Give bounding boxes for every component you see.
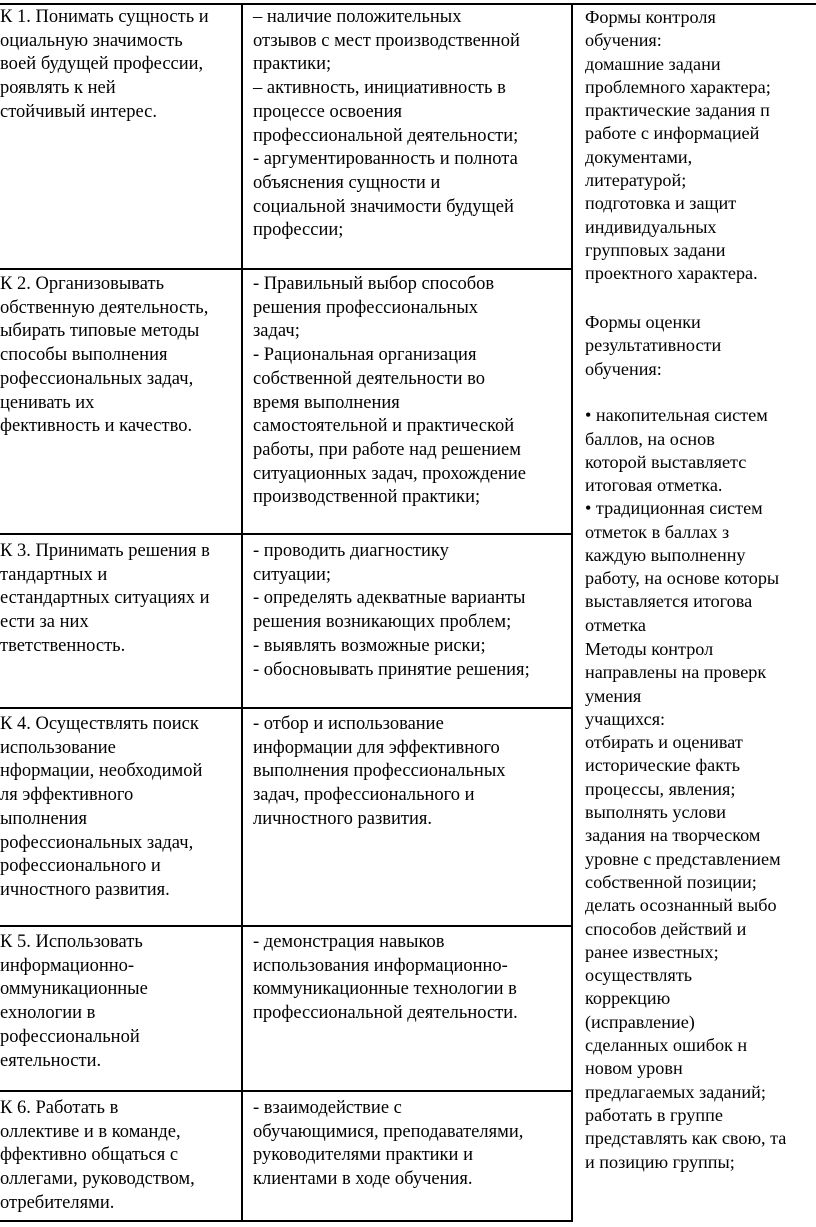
bullet-icon: • <box>585 405 596 426</box>
assessment-item-2-text: традиционная систем отметок в баллах з каждую выполненну работу, на основе которы выставляется итогова отметка <box>585 498 780 635</box>
bullet-icon: • <box>585 498 596 519</box>
competence-6: К 6. Работать в оллективе и в команде, ффективно общаться с оллегами, руководством, отребителями. <box>0 1098 195 1213</box>
column-divider-1 <box>241 3 243 1222</box>
control-forms-text: Формы контроля обучения: домашние задани проблемного характера; практические задания п работе с информацией документами, литературой; подготовка и защит индивидуальных групповых задани проектного характера. <box>585 7 771 284</box>
row-divider-1 <box>0 268 572 270</box>
row-divider-2 <box>0 533 572 535</box>
indicators-2: - Правильный выбор способов решения профессиональных задач; - Рациональная организация собственной деятельности во время выполнения самостоятельной и практической работы, при работе над решением ситуационных задач, прохождение производственной практики; <box>253 274 526 508</box>
row-divider-5 <box>0 1090 572 1092</box>
control-methods-text: Методы контрол направлены на проверк умения учащихся: отбирать и оцениват исторические факть процессы, явления; выполнять услови задания на творческом уровне с представлением собственной позиции; делать осознанный выбо способов действий и ранее известных; осуществлять коррекцию (исправление) сделанных ошибок н новом уровн предлагаемых заданий; работать в группе представлять как свою, та и позицию группы; <box>585 639 787 1172</box>
assessment-forms-title: Формы оценки результативности обучения: <box>585 312 722 379</box>
competence-2: К 2. Организовывать обственную деятельность, ыбирать типовые методы способы выполнения рофессиональных задач, ценивать их фективность и качество. <box>0 274 209 437</box>
competence-4: К 4. Осуществлять поиск использование нформации, необходимой ля эффективного ыполнения рофессиональных задач, рофессионального и ичностного развития. <box>0 714 203 900</box>
assessment-item-2 <box>585 474 816 637</box>
row-divider-4 <box>0 925 572 927</box>
competence-5: К 5. Использовать информационно- оммуникационные ехнологии в рофессиональной еятельности. <box>0 932 148 1071</box>
column-divider-2 <box>571 3 573 1222</box>
row-divider-3 <box>0 707 572 709</box>
indicators-4: - отбор и использование информации для эффективного выполнения профессиональных задач, профессионального и личностного развития. <box>253 714 506 829</box>
indicators-6: - взаимодействие с обучающимися, преподавателями, руководителями практики и клиентами в ходе обучения. <box>253 1098 524 1190</box>
competence-1: К 1. Понимать сущность и оциальную значимость воей будущей профессии, роявлять к ней стойчивый интерес. <box>0 7 209 122</box>
indicators-3: - проводить диагностику ситуации; - определять адекватные варианты решения возникающих проблем; - выявлять возможные риски; - обосновывать принятие решения; <box>253 541 530 680</box>
table-top-border <box>0 3 816 5</box>
competence-3: К 3. Принимать решения в тандартных и естандартных ситуациях и ести за них тветственность. <box>0 541 210 656</box>
indicators-1: – наличие положительных отзывов с мест производственной практики; – активность, инициативность в процессе освоения профессиональной деятельности; - аргументированность и полнота объяснения сущности и социальной значимости будущей профессии; <box>253 7 520 241</box>
assessment-item-1-text: накопительная систем баллов, на основ которой выставляетс итоговая отметка. <box>585 405 768 496</box>
table-bottom-border <box>0 1220 572 1222</box>
indicators-5: - демонстрация навыков использования информационно- коммуникационные технологии в профессиональной деятельности. <box>253 932 518 1024</box>
